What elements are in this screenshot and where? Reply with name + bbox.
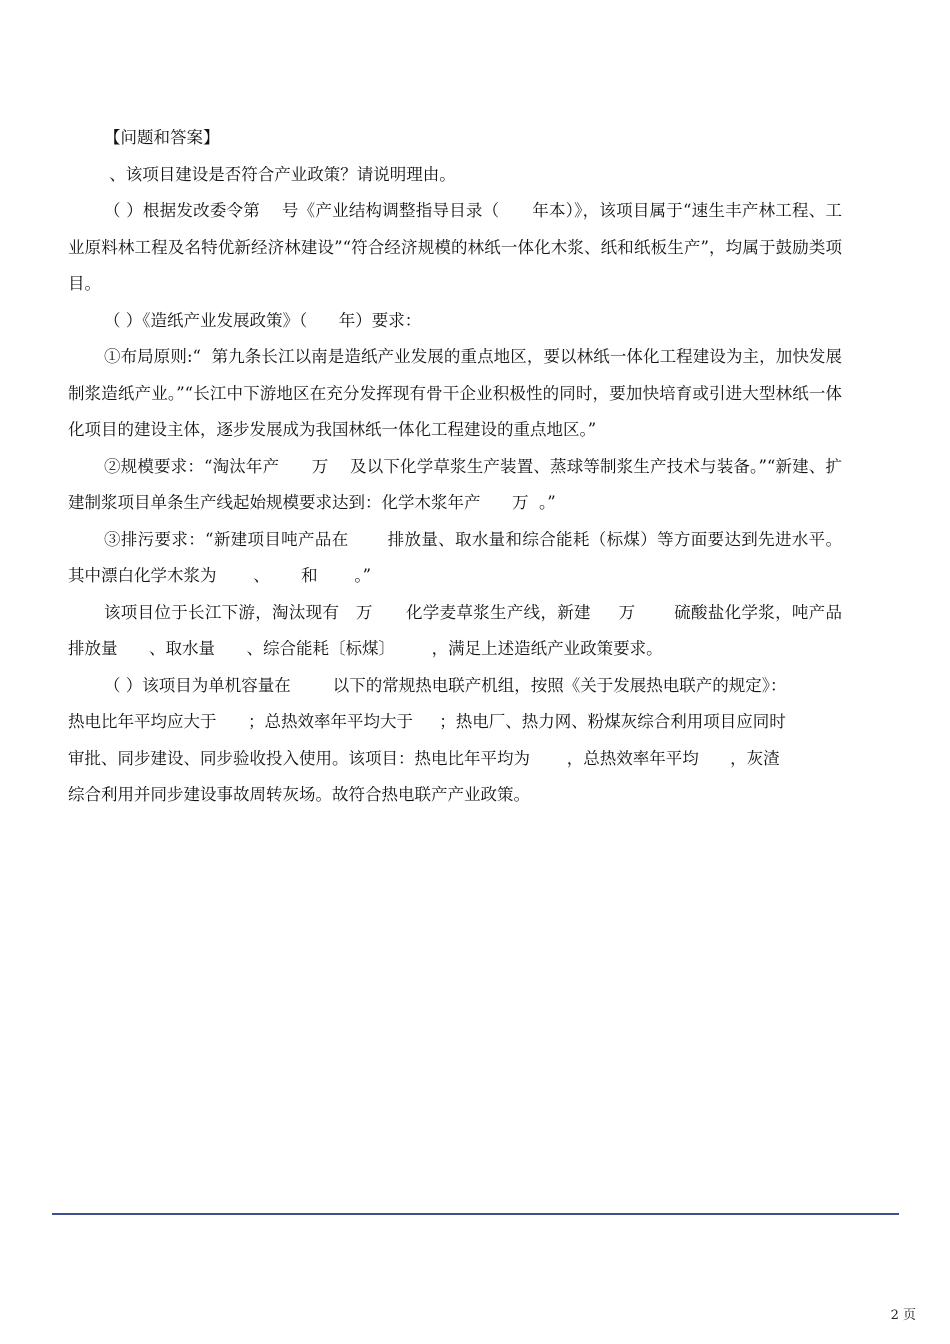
cogeneration-line-2: 审批、同步建设、同步验收投入使用。该项目：热电比年平均为 ，总热效率年平均 ，灰渣 xyxy=(68,748,780,768)
footer-divider xyxy=(52,1213,899,1215)
cogeneration-line-1: 热电比年平均应大于 ；总热效率年平均大于 ；热电厂、热力网、粉煤灰综合利用项目应同时 xyxy=(68,712,786,731)
project-compliance-paragraph: 该项目位于长江下游，淘汰现有 万 化学麦草浆生产线，新建 万 硫酸盐化学浆，吨产品 排放量 、取水量 、综合能耗〔标煤〕 ，满足上述造纸产业政策要求。 xyxy=(68,602,879,658)
layout-principle-paragraph: ①布局原则:“ 第九条长江以南是造纸产业发展的重点地区，要以林纸一体化工程建设为主，加快发展制浆造纸产业。”“长江中下游地区在充分发挥现有骨干企业积极性的同时，要加快培育或引进大型林纸一体化项目的建设主体，逐步发展成为我国林纸一体化工程建设的重点地区。” xyxy=(68,347,842,439)
question-1: 、该项目建设是否符合产业政策？请说明理由。 xyxy=(104,164,456,184)
cogeneration-paragraph: （ ）该项目为单机容量在 以下的常规热电联产机组，按照《关于发展热电联产的规定》： xyxy=(104,675,787,695)
document-body xyxy=(68,120,879,814)
answer-paragraph-2: （ ）《造纸产业发展政策》（ 年）要求： xyxy=(104,310,422,330)
page-number: 2 页 xyxy=(890,1308,916,1323)
discharge-requirement-paragraph: ③排污要求：“新建项目吨产品在 排放量、取水量和综合能耗（标煤）等方面要达到先进水平。其中漂白化学木浆为 、 和 。” xyxy=(68,529,842,585)
answer-paragraph-1: （ ）根据发改委令第 号《产业结构调整指导目录（ 年本）》，该项目属于“速生丰产林工程、工业原料林工程及名特优新经济林建设”“符合经济规模的林纸一体化木浆、纸和纸板生产”，均属于鼓励类项目。 xyxy=(68,201,842,293)
section-heading: 【问题和答案】 xyxy=(104,128,220,147)
cogeneration-line-3: 综合利用并同步建设事故周转灰场。故符合热电联产产业政策。 xyxy=(68,785,530,804)
scale-requirement-paragraph: ②规模要求：“淘汰年产 万 及以下化学草浆生产装置、蒸球等制浆生产技术与装备。”“新建、扩建制浆项目单条生产线起始规模要求达到：化学木浆年产 万 。” xyxy=(68,456,842,512)
